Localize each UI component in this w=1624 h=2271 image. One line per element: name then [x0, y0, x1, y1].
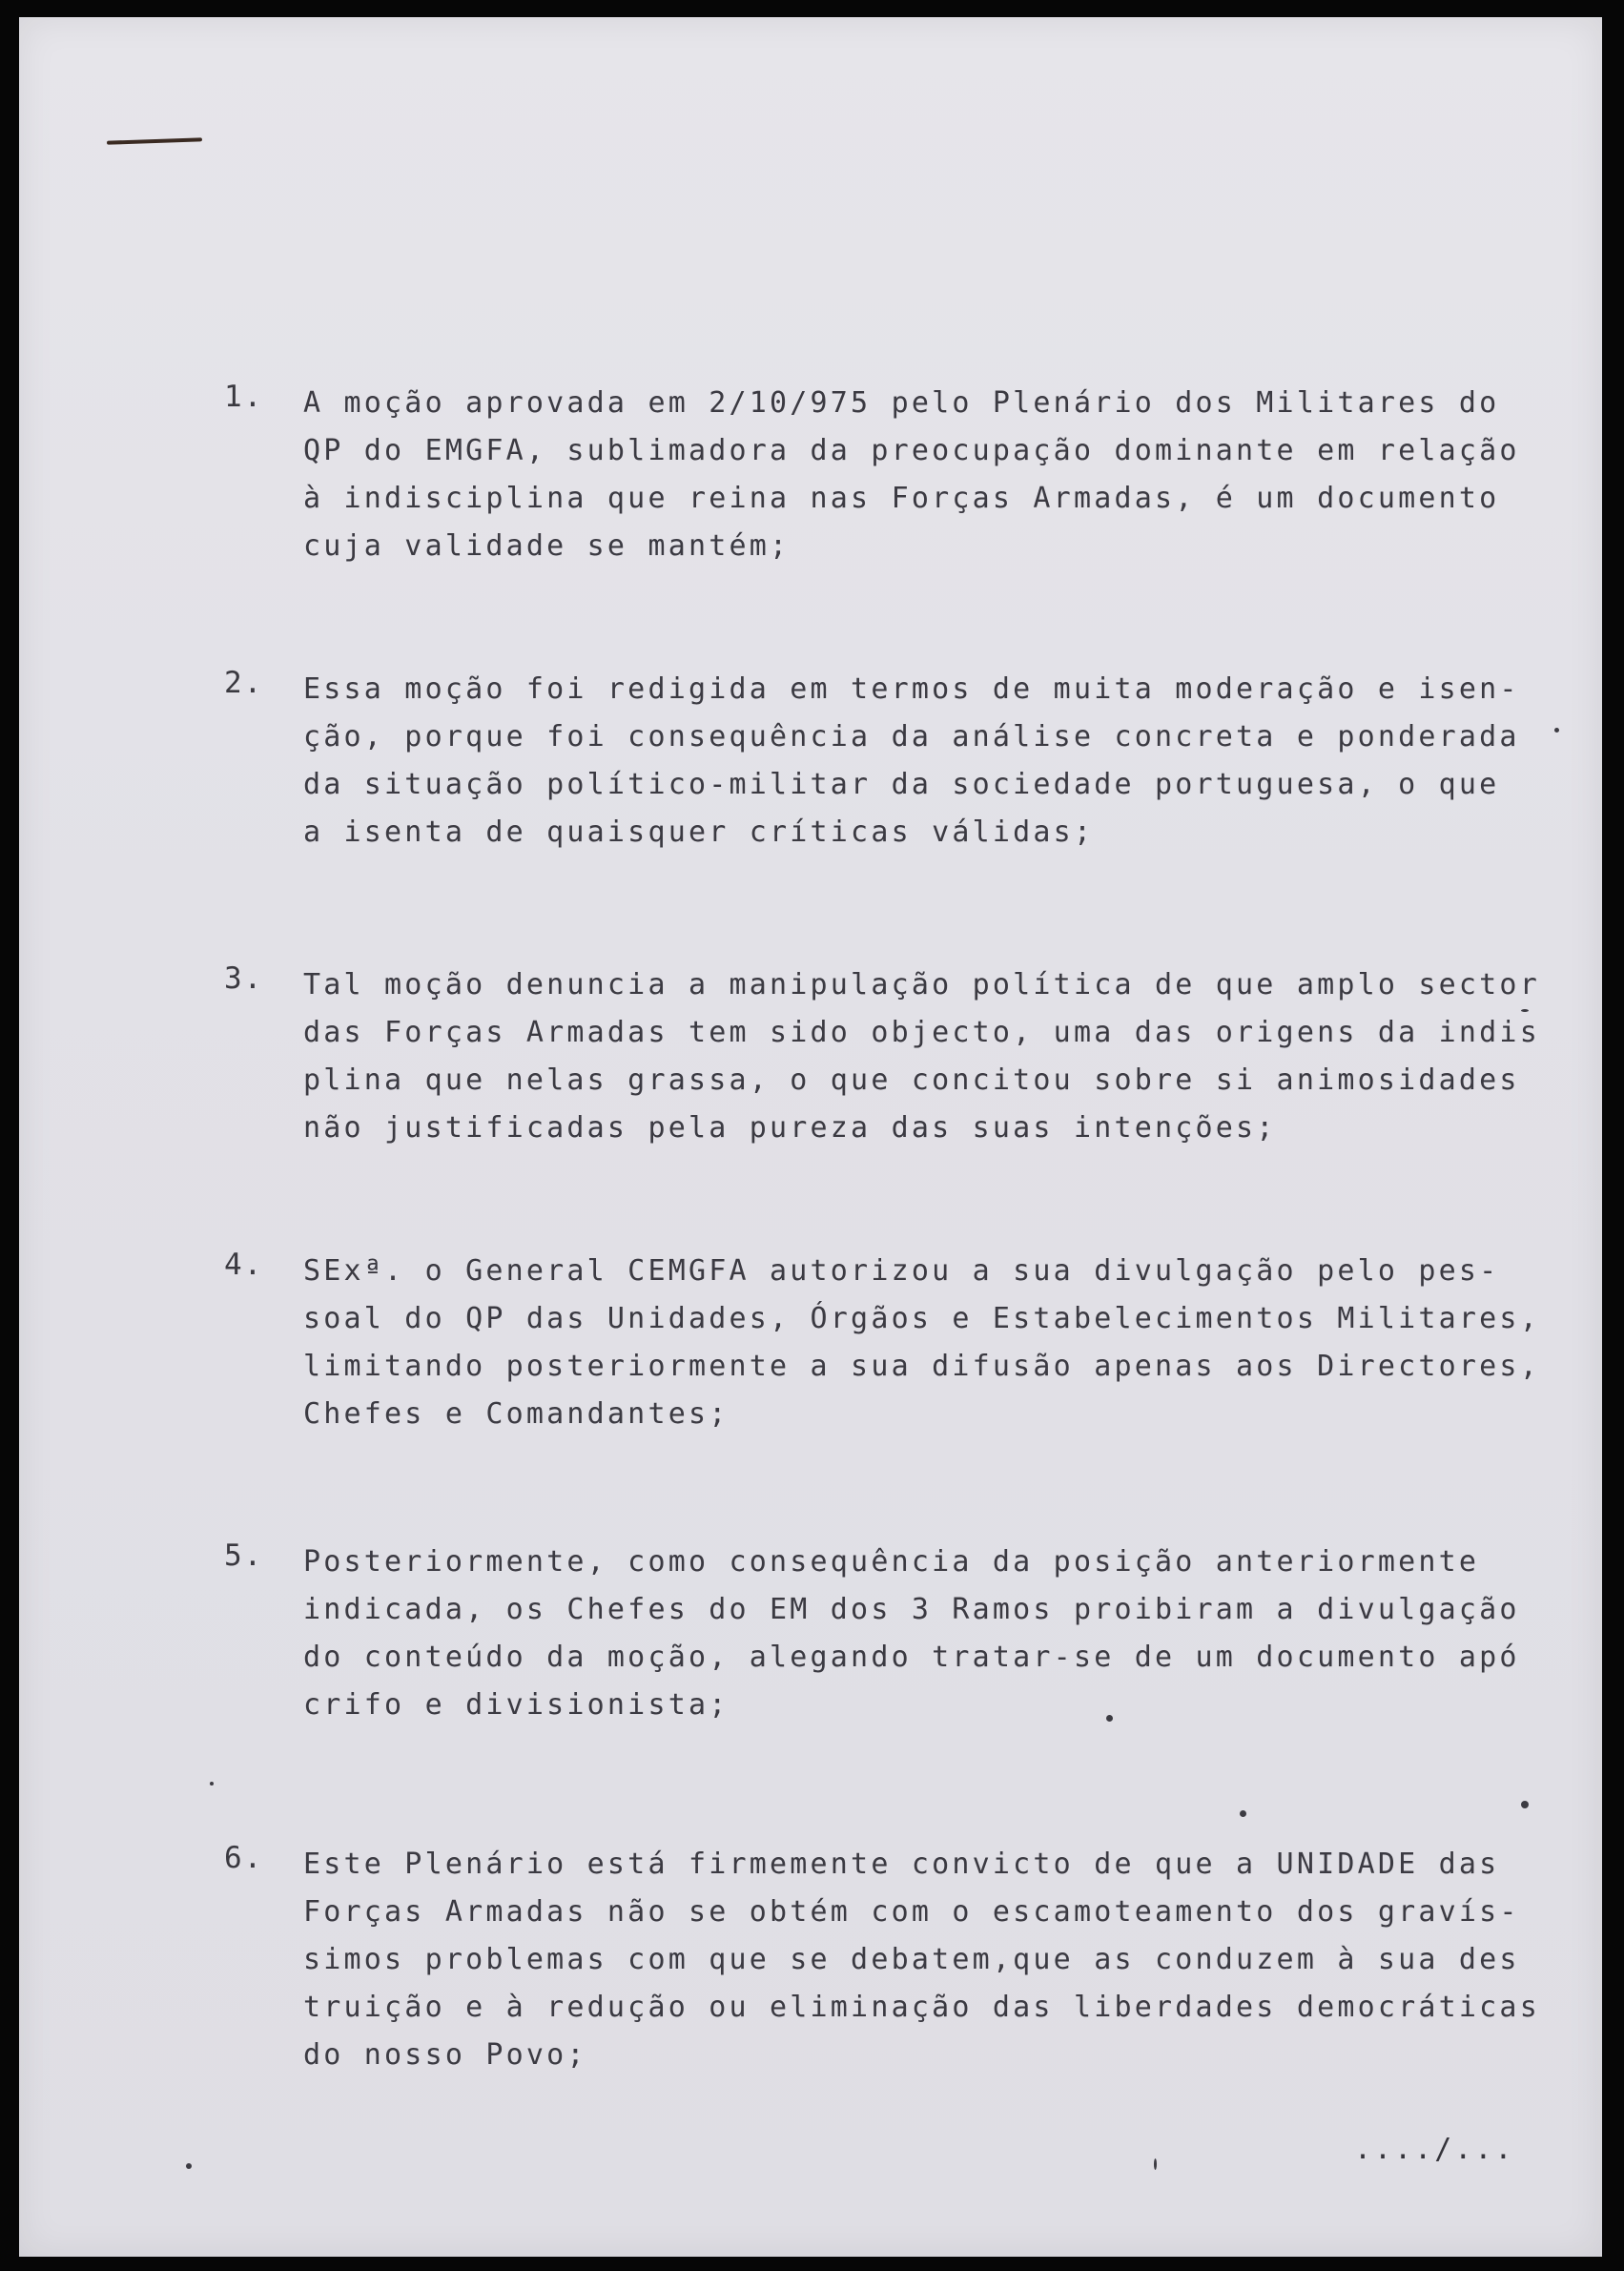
page-continuation-marker: ..../...	[1354, 2133, 1515, 2166]
text-line: indicada, os Chefes do EM dos 3 Ramos proibiram a divulgação	[303, 1593, 1520, 1626]
item-number: 6.	[224, 1841, 264, 1875]
scan-speck	[1154, 2158, 1157, 2170]
pen-mark	[107, 137, 202, 144]
text-line: truição e à redução ou eliminação das liberdades democráticas	[303, 1991, 1540, 2024]
text-line: crifo e divisionista;	[303, 1688, 730, 1722]
scan-speck	[210, 1782, 214, 1786]
text-line: das Forças Armadas tem sido objecto, uma das origens da indis	[303, 1016, 1540, 1049]
text-line: da situação político-militar da sociedade portuguesa, o que	[303, 768, 1500, 801]
item-text	[303, 961, 1540, 1152]
text-line: à indisciplina que reina nas Forças Armadas, é um documento	[303, 482, 1500, 515]
text-line: do conteúdo da moção, alegando tratar-se de um documento apó	[303, 1641, 1520, 1674]
item-text	[303, 380, 1533, 570]
text-line: Posteriormente, como consequência da posição anteriormente	[303, 1545, 1480, 1579]
text-line: SExª. o General CEMGFA autorizou a sua divulgação pelo pes-	[303, 1254, 1500, 1288]
scan-speck	[1521, 1801, 1529, 1808]
text-line: QP do EMGFA, sublimadora da preocupação dominante em relação	[303, 434, 1520, 467]
document-page	[19, 17, 1602, 2257]
item-number: 4.	[224, 1248, 264, 1282]
item-text	[303, 1248, 1540, 1438]
text-line: Tal moção denuncia a manipulação política de que amplo sector	[303, 968, 1540, 1001]
item-text	[303, 1841, 1540, 2079]
item-text	[303, 1538, 1533, 1729]
text-line: A moção aprovada em 2/10/975 pelo Plenário dos Militares do	[303, 386, 1500, 420]
text-line: plina que nelas grassa, o que concitou sobre si animosidades	[303, 1063, 1520, 1097]
text-line: ção, porque foi consequência da análise concreta e ponderada	[303, 720, 1520, 754]
text-line: Forças Armadas não se obtém com o escamoteamento dos gravís-	[303, 1895, 1520, 1929]
item-number: 1.	[224, 380, 264, 414]
text-line: Essa moção foi redigida em termos de muita moderação e isen-	[303, 672, 1520, 706]
scan-speck	[186, 2163, 192, 2169]
item-number: 3.	[224, 961, 264, 996]
text-line: do nosso Povo;	[303, 2038, 587, 2072]
text-line: limitando posteriormente a sua difusão apenas aos Directores,	[303, 1350, 1540, 1383]
text-line: simos problemas com que se debatem,que as conduzem à sua des	[303, 1943, 1520, 1976]
item-number: 5.	[224, 1538, 264, 1573]
scan-speck	[1554, 728, 1559, 733]
text-line: soal do QP das Unidades, Órgãos e Estabelecimentos Militares,	[303, 1302, 1540, 1335]
scan-speck	[1240, 1810, 1246, 1817]
text-line: cuja validade se mantém;	[303, 529, 791, 563]
text-line: não justificadas pela pureza das suas intenções;	[303, 1111, 1277, 1145]
text-line: Chefes e Comandantes;	[303, 1397, 730, 1431]
text-line: Este Plenário está firmemente convicto de que a UNIDADE das	[303, 1848, 1500, 1881]
item-number: 2.	[224, 666, 264, 700]
text-line: a isenta de quaisquer críticas válidas;	[303, 815, 1095, 849]
scan-speck	[1521, 1009, 1529, 1012]
item-text	[303, 666, 1533, 857]
scan-speck	[1106, 1715, 1113, 1722]
